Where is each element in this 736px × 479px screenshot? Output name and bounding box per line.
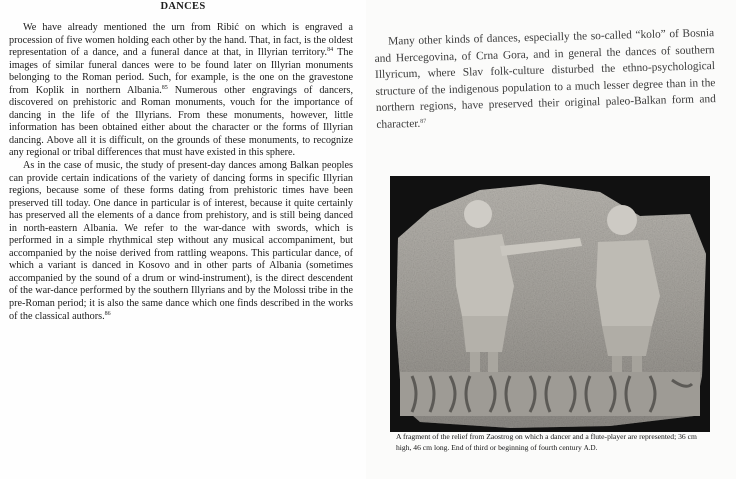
text-segment: As in the case of music, the study of present-day dances among Balkan peoples can provide certain indications of the variety of dancing forms in specific Illyrian regions, because some of these forms dating from prehistoric times have been preserved till today. One dance in particular is of interest, because it quite certainly has preserved all the elements of a dance from prehistory, and is still being danced in north-eastern Albania. We refer to the war-dance with swords, which is performed in a simple rhythmical step without any musical accompaniment, but accompanied by the noise derived from rattling weapons. This particular dance, of which a variant is danced in Kosovo and in other parts of Albania (sometimes accompanied by the sound of a drum or wind-instrument), is the direct descendent of the war-dance performed by the southern Illyrians and by the Molossi tribe in the pre-Roman period; it is also the same dance which one finds described in the works of the classical authors. <box>9 160 353 322</box>
footnote-ref-86[interactable]: 86 <box>104 310 111 317</box>
footnote-ref-87[interactable]: 87 <box>420 118 427 125</box>
page-title: DANCES <box>160 1 206 12</box>
paragraph-1 <box>9 22 353 160</box>
figure-caption <box>396 432 712 453</box>
paragraph-2 <box>9 160 353 323</box>
text-segment: Many other kinds of dances, especially the so-called “kolo” of Bosnia and Hercegovina, of Crna Gora, and in general the dances of southern Illyricum, where Slav folk-culture disturbed the ethno-psychological structure of the indigenous population to a much lesser degree than in the northern regions, have preserved their original paleo-Balkan form and character. <box>374 27 716 131</box>
left-body-text <box>9 22 353 323</box>
paragraph-3 <box>374 25 716 133</box>
footnote-ref-85[interactable]: 85 <box>161 84 168 91</box>
footnote-ref-84[interactable]: 84 <box>327 47 334 54</box>
caption-text: A fragment of the relief from Zaostrog on which a dancer and a flute-player are represented; 36 cm high, 46 cm long. End of third or beginning of fourth century <box>396 432 697 452</box>
leaf-frieze <box>400 372 700 416</box>
left-page <box>0 0 366 479</box>
text-segment: Numerous other engravings of dancers, discovered on prehistoric and Roman monuments, vouch for the importance of dancing in the life of the Illyrians. From these monuments, however, little information has been obtained either about the character or the forms of Illyrian dancing. Above all it is difficult, on the grounds of these monuments, to recognize any regional or tribal differences that must have existed in this sphere. <box>9 84 353 159</box>
text-segment: The images of similar funeral dances were to be found later on Illyrian monuments belonging to the Roman period. Such, for example, is the one on the gravestone from Koplik in northern Albania. <box>9 47 354 96</box>
text-segment: We have already mentioned the urn from Ribić on which is engraved a procession of five women holding each other by the hand. That, in fact, is the oldest representation of a dance, and a funeral dance at that, in Illyrian territory. <box>9 22 353 59</box>
relief-photo <box>390 176 710 432</box>
caption-era: A.D. <box>583 443 598 452</box>
relief-illustration <box>390 176 710 432</box>
right-body-text <box>374 25 716 133</box>
